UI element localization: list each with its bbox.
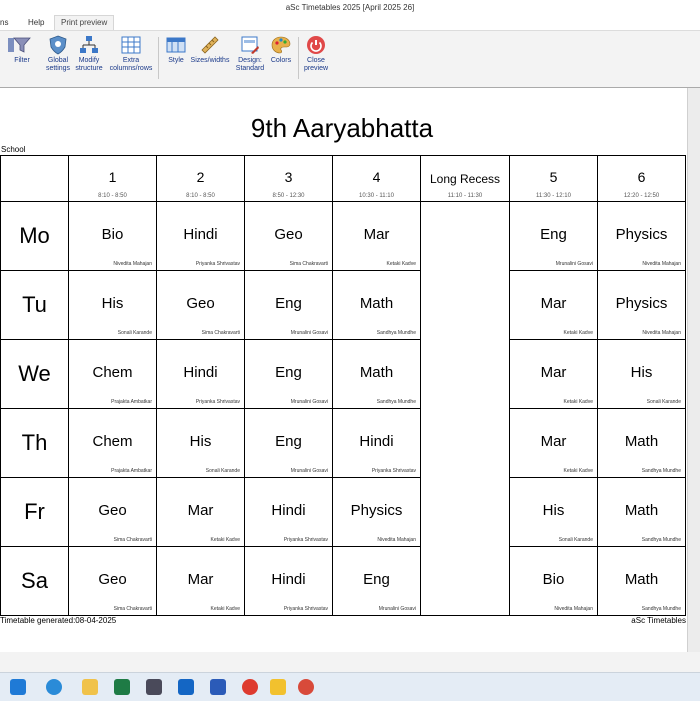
teacher-name: Ketaki Kadve: [563, 468, 593, 474]
extra-columns-rows-button[interactable]: [108, 35, 154, 73]
period-number: 6: [637, 169, 646, 185]
subject-label: Chem: [92, 433, 133, 450]
period-header: [598, 156, 686, 202]
subject-label: Mar: [363, 226, 390, 243]
subject-label: Eng: [540, 226, 567, 243]
subject-label: Physics: [350, 502, 403, 519]
day-label: Mo: [1, 202, 69, 271]
subject-label: Eng: [275, 295, 302, 312]
edge-icon[interactable]: [46, 679, 62, 695]
subject-label: Bio: [101, 226, 124, 243]
chrome-icon[interactable]: [242, 679, 258, 695]
lesson-cell[interactable]: [245, 271, 333, 340]
teacher-name: Sonali Karande: [558, 537, 593, 543]
lesson-cell[interactable]: [245, 340, 333, 409]
close-preview-label: Close preview: [303, 57, 329, 72]
period-header: [69, 156, 157, 202]
lesson-cell[interactable]: [510, 202, 598, 271]
subject-label: Mar: [540, 433, 567, 450]
teacher-name: Sima Chakravarti: [113, 537, 152, 543]
teacher-name: Mrunalini Gosavi: [378, 606, 416, 612]
subject-label: Geo: [274, 226, 303, 243]
teacher-name: Prajakta Ambatkar: [111, 399, 152, 405]
period-header: [245, 156, 333, 202]
lesson-cell[interactable]: [69, 409, 157, 478]
modify-structure-label: Modify structure: [75, 57, 103, 72]
period-header: [157, 156, 245, 202]
teacher-name: Priyanka Shrivastav: [283, 606, 328, 612]
lesson-cell[interactable]: [510, 478, 598, 547]
menu-item-print-preview[interactable]: Print preview: [54, 15, 114, 30]
lesson-cell[interactable]: [333, 409, 421, 478]
subject-label: Hindi: [359, 433, 394, 450]
lesson-cell[interactable]: [510, 409, 598, 478]
period-time: 11:10 - 11:30: [447, 193, 483, 199]
period-time: 10:30 - 11:10: [359, 193, 394, 199]
extra-columns-rows-label: Extra columns/rows: [109, 57, 153, 72]
lesson-cell[interactable]: [333, 478, 421, 547]
period-header: [421, 156, 510, 202]
teacher-name: Nivedita Mahajan: [642, 261, 681, 267]
period-time: 8:10 - 8:50: [186, 193, 215, 199]
lesson-cell[interactable]: [157, 409, 245, 478]
global-settings-label: Global settings: [45, 57, 71, 72]
teacher-name: Ketaki Kadve: [210, 537, 240, 543]
teacher-name: Sonali Karande: [117, 330, 152, 336]
day-label: Th: [1, 409, 69, 478]
status-strip: [0, 652, 700, 672]
lesson-cell[interactable]: [69, 202, 157, 271]
lesson-cell[interactable]: [598, 478, 686, 547]
lesson-cell[interactable]: [245, 478, 333, 547]
colors-label: Colors: [270, 57, 292, 64]
period-number: 5: [549, 169, 558, 185]
subject-label: Mar: [540, 364, 567, 381]
day-row: [1, 478, 686, 547]
teacher-name: Priyanka Shrivastav: [371, 468, 416, 474]
subject-label: Physics: [615, 226, 668, 243]
long-recess-column: [421, 202, 510, 616]
windows-start-icon[interactable]: [10, 679, 26, 695]
day-label: We: [1, 340, 69, 409]
lesson-cell[interactable]: [333, 340, 421, 409]
taskbar: [0, 672, 700, 701]
teacher-name: Sandhya Mundhe: [641, 606, 681, 612]
grid-icon: [121, 35, 141, 55]
teacher-name: Ketaki Kadve: [563, 330, 593, 336]
timetable-title: 9th Aaryabhatta: [250, 113, 434, 143]
subject-label: Hindi: [183, 364, 218, 381]
teacher-name: Sandhya Mundhe: [641, 537, 681, 543]
close-icon: [306, 35, 326, 55]
filter-label: Filter: [14, 57, 30, 64]
day-row: [1, 340, 686, 409]
teacher-name: Priyanka Shrivastav: [195, 261, 240, 267]
teacher-name: Sonali Karande: [646, 399, 681, 405]
window-title: aSc Timetables 2025 [April 2025 26]: [0, 0, 700, 16]
teacher-name: Ketaki Kadve: [210, 606, 240, 612]
modify-structure-button[interactable]: [69, 35, 109, 73]
teacher-name: Ketaki Kadve: [563, 399, 593, 405]
menu-item-partial[interactable]: ns: [0, 18, 9, 27]
lesson-cell[interactable]: [157, 340, 245, 409]
day-label: Tu: [1, 271, 69, 340]
subject-label: Physics: [615, 295, 668, 312]
subject-label: Hindi: [271, 502, 306, 519]
lesson-cell[interactable]: [598, 202, 686, 271]
close-preview-button[interactable]: [296, 35, 336, 73]
subject-label: Hindi: [183, 226, 218, 243]
print-preview-area: [0, 87, 700, 653]
lesson-cell[interactable]: [333, 202, 421, 271]
teacher-name: Nivedita Mahajan: [642, 330, 681, 336]
design-standard-label: Design: Standard: [235, 57, 265, 72]
period-header: [333, 156, 421, 202]
subject-label: Geo: [98, 502, 127, 519]
lesson-cell[interactable]: [69, 547, 157, 616]
file-explorer-icon[interactable]: [82, 679, 98, 695]
subject-label: His: [189, 433, 212, 450]
subject-label: Eng: [363, 571, 390, 588]
subject-label: Math: [624, 502, 659, 519]
teacher-name: Prajakta Ambatkar: [111, 468, 152, 474]
subject-label: Geo: [186, 295, 215, 312]
menu-bar: [0, 16, 700, 30]
teacher-name: Mrunalini Gosavi: [290, 468, 328, 474]
subject-label: Math: [624, 571, 659, 588]
brand-footer: aSc Timetables: [631, 616, 686, 625]
subject-label: His: [101, 295, 124, 312]
vertical-scrollbar[interactable]: [687, 88, 700, 653]
lesson-cell[interactable]: [157, 202, 245, 271]
style-icon: [166, 35, 186, 55]
teacher-name: Ketaki Kadve: [386, 261, 416, 267]
lesson-cell[interactable]: [598, 271, 686, 340]
lesson-cell[interactable]: [69, 271, 157, 340]
lesson-cell[interactable]: [333, 271, 421, 340]
teacher-name: Priyanka Shrivastav: [283, 537, 328, 543]
teacher-name: Nivedita Mahajan: [377, 537, 416, 543]
teacher-name: Sima Chakravarti: [201, 330, 240, 336]
lesson-cell[interactable]: [245, 547, 333, 616]
teacher-name: Nivedita Mahajan: [554, 606, 593, 612]
corner-cell: [1, 156, 69, 202]
subject-label: Geo: [98, 571, 127, 588]
lesson-cell[interactable]: [598, 547, 686, 616]
generated-date: Timetable generated:08-04-2025: [0, 616, 117, 625]
ruler-icon: [200, 35, 220, 55]
lesson-cell[interactable]: [598, 340, 686, 409]
subject-label: Chem: [92, 364, 133, 381]
subject-label: His: [542, 502, 565, 519]
asc-timetables-icon[interactable]: [270, 679, 286, 695]
subject-label: His: [630, 364, 653, 381]
subject-label: Math: [359, 364, 394, 381]
subject-label: Bio: [542, 571, 565, 588]
day-row: [1, 271, 686, 340]
teacher-name: Sima Chakravarti: [113, 606, 152, 612]
teacher-name: Mrunalini Gosavi: [290, 399, 328, 405]
teacher-name: Mrunalini Gosavi: [290, 330, 328, 336]
lesson-cell[interactable]: [333, 547, 421, 616]
teacher-name: Sandhya Mundhe: [376, 399, 416, 405]
school-label: School: [1, 145, 26, 154]
structure-icon: [79, 35, 99, 55]
menu-item-help[interactable]: Help: [28, 18, 45, 27]
filter-icon: [12, 35, 32, 55]
period-header: [510, 156, 598, 202]
teacher-name: Sandhya Mundhe: [641, 468, 681, 474]
filter-button[interactable]: [2, 35, 42, 65]
lesson-cell[interactable]: [69, 478, 157, 547]
period-time: 11:30 - 12:10: [536, 193, 571, 199]
subject-label: Mar: [187, 502, 214, 519]
lesson-cell[interactable]: [245, 409, 333, 478]
excel-icon[interactable]: [114, 679, 130, 695]
period-header-row: [1, 156, 686, 202]
global-settings-icon: [48, 35, 68, 55]
outlook-icon[interactable]: [178, 679, 194, 695]
palette-icon: [271, 35, 291, 55]
lesson-cell[interactable]: [510, 340, 598, 409]
teacher-name: Sonali Karande: [205, 468, 240, 474]
lesson-cell[interactable]: [598, 409, 686, 478]
period-number: 4: [372, 169, 381, 185]
colors-button[interactable]: [261, 35, 301, 65]
day-row: [1, 409, 686, 478]
lesson-cell[interactable]: [510, 547, 598, 616]
subject-label: Math: [359, 295, 394, 312]
lesson-cell[interactable]: [157, 271, 245, 340]
subject-label: Math: [624, 433, 659, 450]
period-time: 8:50 - 12:30: [272, 193, 305, 199]
period-number: 1: [108, 169, 117, 185]
period-time: 8:10 - 8:50: [98, 193, 127, 199]
subject-label: Eng: [275, 364, 302, 381]
lesson-cell[interactable]: [510, 271, 598, 340]
ribbon-toolbar: [0, 30, 700, 88]
design-icon: [240, 35, 260, 55]
period-number: 2: [196, 169, 205, 185]
lesson-cell[interactable]: [69, 340, 157, 409]
sizes-widths-label: Sizes/widths: [190, 57, 230, 64]
day-label: Sa: [1, 547, 69, 616]
word-icon[interactable]: [210, 679, 226, 695]
store-icon[interactable]: [146, 679, 162, 695]
teacher-name: Priyanka Shrivastav: [195, 399, 240, 405]
period-number: 3: [284, 169, 293, 185]
subject-label: Hindi: [271, 571, 306, 588]
lesson-cell[interactable]: [157, 547, 245, 616]
lesson-cell[interactable]: [245, 202, 333, 271]
period-time: 12:20 - 12:50: [623, 193, 660, 199]
day-row: [1, 202, 686, 271]
teacher-name: Sima Chakravarti: [289, 261, 328, 267]
lesson-cell[interactable]: [157, 478, 245, 547]
day-row: [1, 547, 686, 616]
day-label: Fr: [1, 478, 69, 547]
teacher-name: Sandhya Mundhe: [376, 330, 416, 336]
style-label: Style: [168, 57, 184, 64]
teacher-name: Mrunalini Gosavi: [555, 261, 593, 267]
subject-label: Eng: [275, 433, 302, 450]
sizes-widths-button[interactable]: [190, 35, 230, 65]
subject-label: Mar: [187, 571, 214, 588]
timetable-grid: [0, 155, 686, 616]
chrome-profile-icon[interactable]: [298, 679, 314, 695]
subject-label: Mar: [540, 295, 567, 312]
teacher-name: Nivedita Mahajan: [113, 261, 152, 267]
long-recess-label: Long Recess: [429, 172, 501, 186]
